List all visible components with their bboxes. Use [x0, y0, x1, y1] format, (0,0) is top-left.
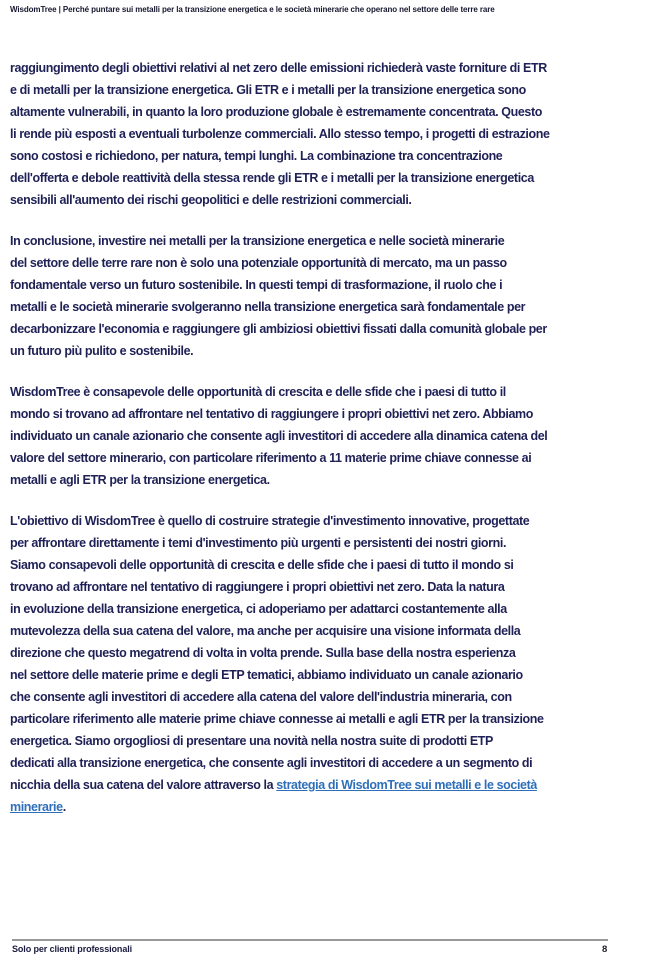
- text-segment: L'obiettivo di WisdomTree è quello di costruire strategie d'investimento innovative, progettate: [10, 514, 530, 528]
- text-segment: sono costosi e richiedono, per natura, tempi lunghi. La combinazione tra concentrazione: [10, 149, 503, 163]
- text-segment: decarbonizzare l'economia e raggiungere gli ambiziosi obiettivi fissati dalla comunità globale per: [10, 322, 547, 336]
- text-line: [10, 598, 638, 620]
- text-line: [10, 274, 638, 296]
- text-segment: dedicati alla transizione energetica, che consente agli investitori di accedere a un segmento di: [10, 756, 533, 770]
- document-header-title: WisdomTree | Perché puntare sui metalli per la transizione energetica e le società minerarie che operano nel settore delle terre rare: [10, 5, 495, 14]
- text-segment: nel settore delle materie prime e degli ETP tematici, abbiamo individuato un canale azionario: [10, 668, 523, 682]
- text-segment: altamente vulnerabili, in quanto la loro produzione globale è estremamente concentrata. Questo: [10, 105, 542, 119]
- text-line: [10, 318, 638, 340]
- text-segment: mondo si trovano ad affrontare nel tentativo di raggiungere i propri obiettivi net zero. Abbiamo: [10, 407, 533, 421]
- text-segment: metalli e agli ETR per la transizione energetica.: [10, 473, 270, 487]
- text-line: [10, 554, 638, 576]
- text-line: [10, 425, 638, 447]
- text-segment: nicchia della sua catena del valore attraverso la: [10, 778, 277, 792]
- text-segment: un futuro più pulito e sostenibile.: [10, 344, 194, 358]
- text-segment: dell'offerta e debole reattività della stessa rende gli ETR e i metalli per la transizione energetica: [10, 171, 534, 185]
- text-segment: mutevolezza della sua catena del valore, ma anche per acquisire una visione informata della: [10, 624, 521, 638]
- text-line: [10, 774, 638, 796]
- text-segment: In conclusione, investire nei metalli per la transizione energetica e nelle società minerarie: [10, 234, 505, 248]
- text-line: [10, 145, 638, 167]
- text-segment: e di metalli per la transizione energetica. Gli ETR e i metalli per la transizione energetica sono: [10, 83, 526, 97]
- text-segment: individuato un canale azionario che consente agli investitori di accedere alla dinamica catena del: [10, 429, 548, 443]
- text-segment: metalli e le società minerarie svolgeranno nella transizione energetica sarà fondamentale per: [10, 300, 526, 314]
- text-line: [10, 730, 638, 752]
- text-line: [10, 403, 638, 425]
- paragraph: [10, 230, 638, 362]
- text-segment: particolare riferimento alle materie prime chiave connesse ai metalli e agli ETR per la transizione: [10, 712, 544, 726]
- text-segment: .: [62, 800, 66, 814]
- text-line: [10, 252, 638, 274]
- text-line: [10, 686, 638, 708]
- document-body: [0, 57, 650, 818]
- paragraph: [10, 381, 638, 491]
- text-segment: li rende più esposti a eventuali turbolenze commerciali. Allo stesso tempo, i progetti di estrazione: [10, 127, 550, 141]
- text-line: [10, 57, 638, 79]
- footer-divider-rule: [12, 939, 608, 941]
- text-line: [10, 340, 638, 362]
- text-line: [10, 189, 638, 211]
- text-segment: del settore delle terre rare non è solo una potenziale opportunità di mercato, ma un passo: [10, 256, 507, 270]
- paragraph: [10, 57, 638, 211]
- text-line: [10, 620, 638, 642]
- text-segment: energetica. Siamo orgogliosi di presentare una novità nella nostra suite di prodotti ETP: [10, 734, 493, 748]
- text-line: [10, 576, 638, 598]
- text-segment: trovano ad affrontare nel tentativo di raggiungere i propri obiettivi net zero. Data la natura: [10, 580, 505, 594]
- text-segment: in evoluzione della transizione energetica, ci adoperiamo per adattarci costantemente alla: [10, 602, 507, 616]
- text-segment: che consente agli investitori di accedere alla catena del valore dell'industria mineraria, con: [10, 690, 512, 704]
- text-line: [10, 296, 638, 318]
- text-line: [10, 167, 638, 189]
- text-segment: WisdomTree è consapevole delle opportunità di crescita e delle sfide che i paesi di tutto il: [10, 385, 506, 399]
- text-line: [10, 752, 638, 774]
- text-segment: Siamo consapevoli delle opportunità di crescita e delle sfide che i paesi di tutto il mondo si: [10, 558, 514, 572]
- text-segment: raggiungimento degli obiettivi relativi al net zero delle emissioni richiederà vaste forniture di ETR: [10, 61, 547, 75]
- text-line: [10, 664, 638, 686]
- text-line: [10, 79, 638, 101]
- page-number: 8: [602, 944, 608, 955]
- inline-link[interactable]: strategia di WisdomTree sui metalli e le società: [276, 778, 537, 792]
- text-line: [10, 708, 638, 730]
- text-segment: direzione che questo megatrend di volta in volta prende. Sulla base della nostra esperienza: [10, 646, 516, 660]
- text-line: [10, 123, 638, 145]
- text-line: [10, 447, 638, 469]
- text-line: [10, 510, 638, 532]
- text-segment: sensibili all'aumento dei rischi geopolitici e delle restrizioni commerciali.: [10, 193, 412, 207]
- footer-disclaimer: Solo per clienti professionali: [12, 944, 133, 954]
- inline-link[interactable]: minerarie: [10, 800, 63, 814]
- text-line: [10, 101, 638, 123]
- text-segment: per affrontare direttamente i temi d'investimento più urgenti e persistenti dei nostri giorni.: [10, 536, 507, 550]
- text-line: [10, 469, 638, 491]
- text-line: [10, 532, 638, 554]
- paragraph: [10, 510, 638, 818]
- text-line: [10, 796, 638, 818]
- text-line: [10, 381, 638, 403]
- text-segment: fondamentale verso un futuro sostenibile. In questi tempi di trasformazione, il ruolo che i: [10, 278, 503, 292]
- text-segment: valore del settore minerario, con particolare riferimento a 11 materie prime chiave connesse ai: [10, 451, 532, 465]
- text-line: [10, 230, 638, 252]
- text-line: [10, 642, 638, 664]
